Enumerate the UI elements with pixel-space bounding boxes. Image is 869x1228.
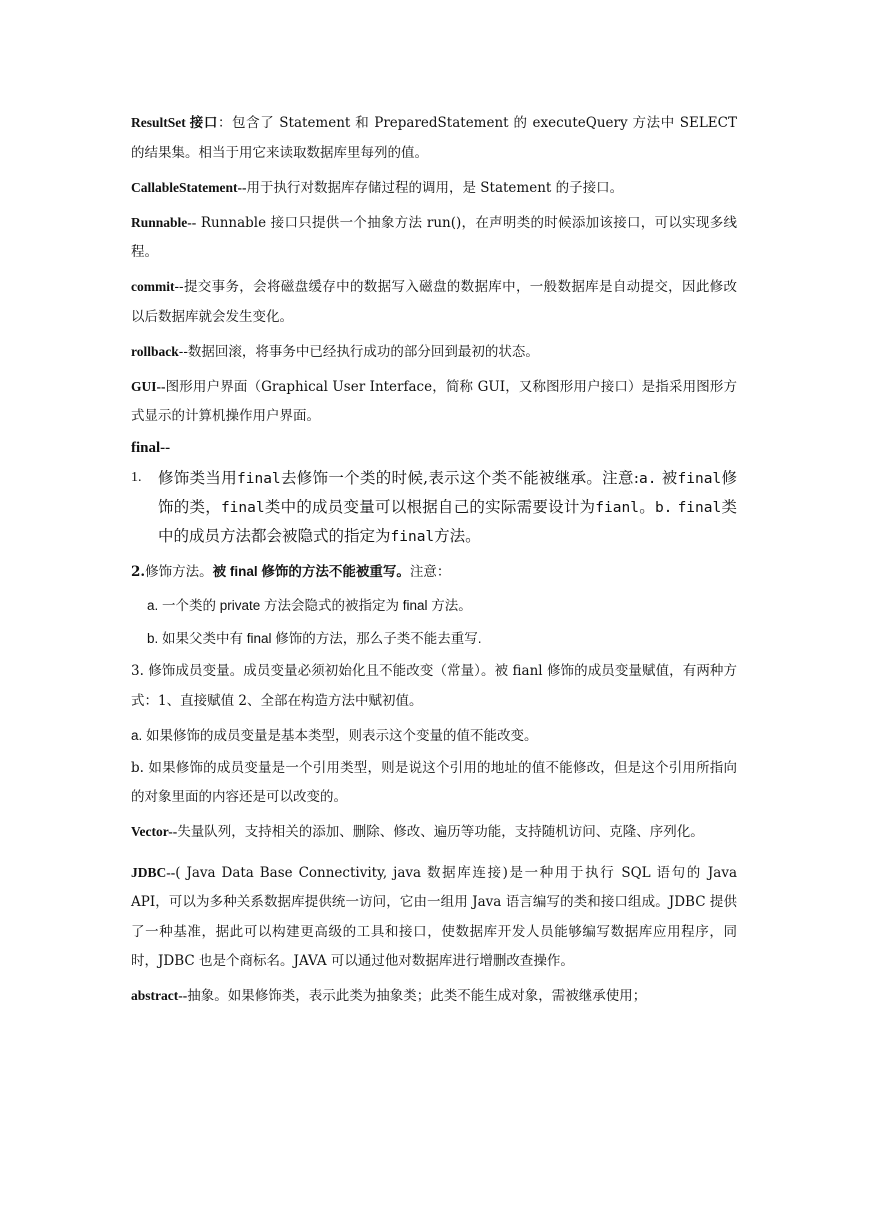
list-number: 2. — [131, 564, 146, 580]
code-run: final — [237, 471, 281, 487]
text-run: 方法。 — [434, 527, 481, 545]
paragraph-commit — [131, 272, 737, 332]
term-resultset: ResultSet 接口 — [131, 115, 218, 130]
paragraph-vector — [131, 817, 737, 848]
final-item-3-sub-a: a. 如果修饰的成员变量是基本类型，则表示这个变量的值不能改变。 — [131, 727, 538, 743]
term-vector: Vector-- — [131, 824, 178, 839]
final-item-1-text — [158, 464, 737, 551]
text-rollback: --数据回滚，将事务中已经执行成功的部分回到最初的状态。 — [178, 343, 539, 360]
term-abstract: abstract-- — [131, 988, 188, 1003]
final-item-2-sub-a: a. 一个类的 private 方法会隐式的被指定为 final 方法。 — [147, 598, 472, 613]
text-abstract: 抽象。如果修饰类，表示此类为抽象类；此类不能生成对象，需被继承使用； — [187, 988, 647, 1004]
text-run: 去修饰一个类的时候,表示这个类不能被继承。注意: — [280, 469, 640, 487]
paragraph-abstract — [131, 981, 737, 1012]
paragraph-gui — [131, 372, 737, 432]
text-jdbc: ( Java Data Base Connectivity, java 数据库连接)是一种用于执行 SQL 语句的 Java API，可以为多种关系数据库提供统一访问，它由一组用 Java 语言编写的类和接口组成。JDBC 提供了一种基准，据此可以构建更高级的工具和接口，使数据库开发人员能够编写数据库应用程序，同时，JDBC 也是个商标名。JAVA 可以通过他对数据库进行增删改查操作。 — [131, 864, 737, 969]
list-number: 1. — [131, 470, 142, 485]
text-commit: --提交事务，会将磁盘缓存中的数据写入磁盘的数据库中，一般数据库是自动提交，因此修改以后数据库就会发生变化。 — [131, 279, 737, 325]
term-jdbc: JDBC-- — [131, 864, 176, 880]
final-item-1 — [131, 464, 737, 551]
code-run: b. — [654, 500, 673, 516]
final-item-3-sub-b: b. 如果修饰的成员变量是一个引用类型，则是说这个引用的地址的值不能修改，但是这个引用所指向的对象里面的内容还是可以改变的。 — [131, 759, 737, 805]
code-run: a. — [639, 471, 657, 487]
text-gui: 图形用户界面（Graphical User Interface，简称 GUI，又称图形用户接口）是指采用图形方式显示的计算机操作用户界面。 — [131, 378, 737, 424]
code-run: final — [220, 500, 265, 516]
term-runnable: Runnable-- — [131, 214, 197, 230]
final-item-2 — [131, 557, 737, 587]
paragraph-runnable — [131, 208, 737, 268]
paragraph-callablestatement — [131, 173, 737, 204]
paragraph-rollback — [131, 337, 737, 368]
text-run: 类中的成员变量可以根据自己的实际需要设计为 — [264, 498, 596, 516]
final-item-2-bold: 被 final 修饰的方法不能被重写。 — [212, 564, 410, 579]
text-run: 修饰类当用 — [158, 469, 237, 487]
paragraph-jdbc — [131, 858, 737, 977]
text-callablestatement: 用于执行对数据库存储过程的调用，是 Statement 的子接口。 — [246, 179, 624, 196]
final-item-2-lead: 修饰方法。 — [145, 564, 213, 580]
final-item-3: 3. 修饰成员变量。成员变量必须初始化且不能改变（常量）。被 fianl 修饰的成员变量赋值，有两种方式：1、直接赋值 2、全部在构造方法中赋初值。 — [131, 663, 737, 709]
term-callablestatement: CallableStatement-- — [131, 179, 247, 195]
paragraph-resultset — [131, 108, 737, 168]
code-run: final — [677, 500, 722, 516]
text-resultset: ：包含了 Statement 和 PreparedStatement 的 executeQuery 方法中 SELECT 的结果集。相当于用它来读取数据库里每列的值。 — [131, 115, 737, 161]
term-rollback: rollback — [131, 343, 179, 359]
code-run: final — [677, 471, 722, 487]
term-gui: GUI-- — [131, 378, 166, 394]
term-commit: commit — [131, 279, 175, 294]
heading-final: final-- — [131, 440, 171, 456]
text-vector: 失量队列，支持相关的添加、删除、修改、遍历等功能，支持随机访问、克隆、序列化。 — [177, 824, 704, 840]
text-run: 类中的成员方法都会被隐式的指定为 — [158, 498, 737, 545]
code-run: fianl — [595, 500, 639, 516]
final-item-2-sub-b: b. 如果父类中有 final 修饰的方法，那么子类不能去重写. — [147, 631, 482, 646]
text-runnable: Runnable 接口只提供一个抽象方法 run()，在声明类的时候添加该接口，可以实现多线程。 — [131, 214, 737, 260]
text-run: 被 — [656, 469, 678, 487]
text-run: 修饰的类， — [158, 469, 737, 516]
code-run: final — [390, 529, 435, 545]
final-item-2-note: 注意： — [409, 564, 451, 580]
text-run: 。 — [638, 498, 655, 516]
document-page — [131, 108, 737, 1016]
